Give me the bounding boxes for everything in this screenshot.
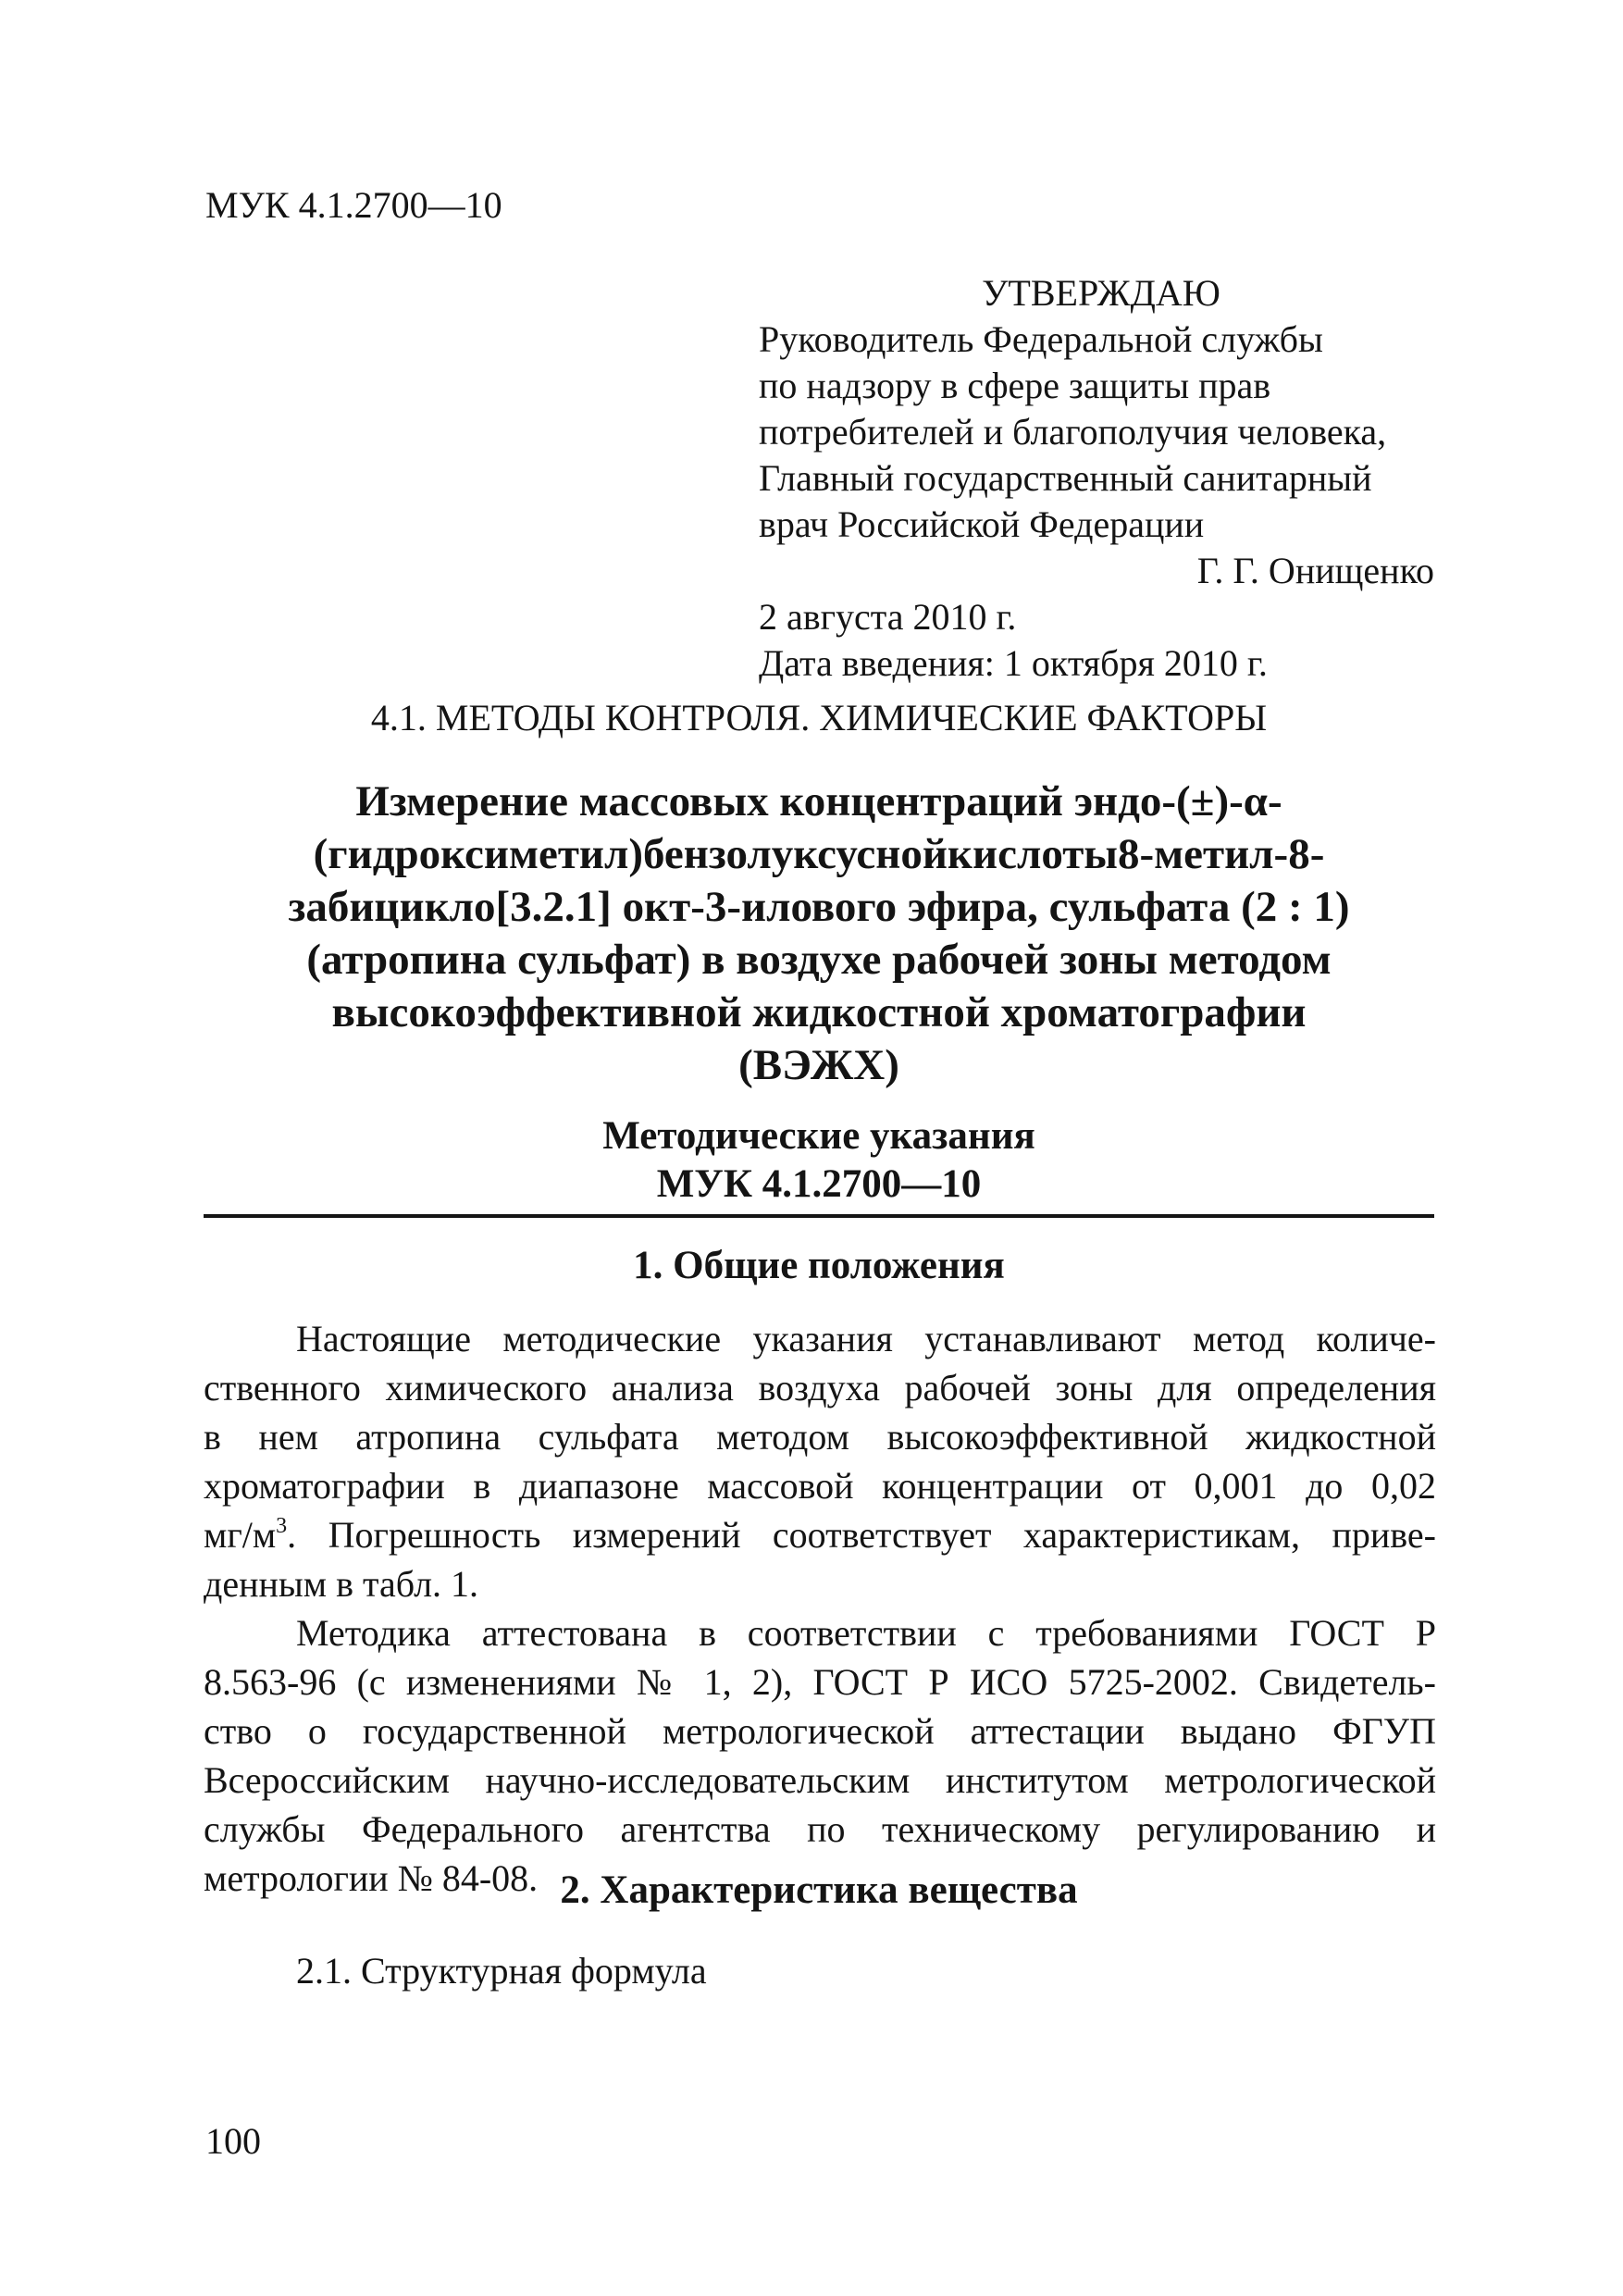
section-1-paragraph-2	[204, 1608, 1436, 1903]
paragraph-line	[204, 1510, 1436, 1559]
title-line: забицикло[3.2.1] окт-3-илового эфира, сульфата (2 : 1)	[288, 883, 1350, 931]
document-type-code: МУК 4.1.2700—10	[656, 1162, 982, 1206]
approval-position-line: по надзору в сфере защиты прав	[759, 365, 1271, 406]
paragraph-line: метрологии № 84-08.	[204, 1857, 539, 1899]
document-code-header: МУК 4.1.2700—10	[205, 184, 502, 226]
page-number: 100	[205, 2120, 261, 2162]
approval-date: 2 августа 2010 г.	[759, 596, 1017, 638]
title-line: Измерение массовых концентраций эндо-(±)-α-	[355, 777, 1282, 825]
effective-date: Дата введения: 1 октября 2010 г.	[759, 642, 1268, 684]
unit-exponent: 3	[276, 1514, 288, 1538]
paragraph-line-rest: . Погрешность измерений соответствует характеристикам, приве-	[287, 1514, 1436, 1556]
unit-text: мг/м	[204, 1514, 277, 1556]
title-line: (гидроксиметил)бензолуксуснойкислоты8-метил-8-	[313, 830, 1325, 878]
section-heading: 4.1. МЕТОДЫ КОНТРОЛЯ. ХИМИЧЕСКИЕ ФАКТОРЫ	[370, 697, 1268, 738]
approval-signer: Г. Г. Онищенко	[1196, 550, 1434, 591]
approval-title: УТВЕРЖДАЮ	[982, 272, 1220, 314]
paragraph-line: ство о государственной метрологической аттестации выдано ФГУП	[204, 1710, 1436, 1752]
document-type	[204, 1112, 1434, 1209]
approval-block	[759, 270, 1434, 687]
document-title	[204, 776, 1434, 1092]
paragraph-line: в нем атропина сульфата методом высокоэффективной жидкостной	[204, 1416, 1436, 1458]
approval-position-line: потребителей и благополучия человека,	[759, 411, 1387, 453]
section-2-heading: 2. Характеристика вещества	[560, 1868, 1078, 1912]
section-1-heading: 1. Общие положения	[633, 1244, 1005, 1287]
approval-position-line: Главный государственный санитарный	[759, 457, 1372, 499]
section-1-paragraph-1	[204, 1314, 1436, 1608]
title-line: (атропина сульфат) в воздухе рабочей зоны методом	[306, 936, 1332, 984]
paragraph-line: денным в табл. 1.	[204, 1563, 479, 1605]
approval-position-line: Руководитель Федеральной службы	[759, 318, 1323, 360]
title-line: (ВЭЖХ)	[738, 1041, 899, 1089]
paragraph-line: Настоящие методические указания устанавливают метод количе-	[296, 1318, 1436, 1359]
horizontal-rule	[204, 1214, 1434, 1218]
paragraph-line: хроматографии в диапазоне массовой концентрации от 0,001 до 0,02	[204, 1465, 1436, 1507]
section-2-item-2-1: 2.1. Структурная формула	[296, 1950, 707, 1992]
paragraph-line: Методика аттестована в соответствии с требованиями ГОСТ Р	[296, 1612, 1436, 1654]
title-line: высокоэффективной жидкостной хроматографии	[331, 988, 1307, 1036]
document-type-label: Методические указания	[602, 1114, 1035, 1158]
paragraph-line: ственного химического анализа воздуха рабочей зоны для определения	[204, 1367, 1436, 1409]
approval-position-line: врач Российской Федерации	[759, 503, 1205, 545]
paragraph-line: службы Федерального агентства по техническому регулированию и	[204, 1808, 1436, 1850]
paragraph-line: 8.563-96 (с изменениями № 1, 2), ГОСТ Р ИСО 5725-2002. Свидетель-	[204, 1661, 1436, 1703]
paragraph-line: Всероссийским научно-исследовательским институтом метрологической	[204, 1759, 1436, 1801]
